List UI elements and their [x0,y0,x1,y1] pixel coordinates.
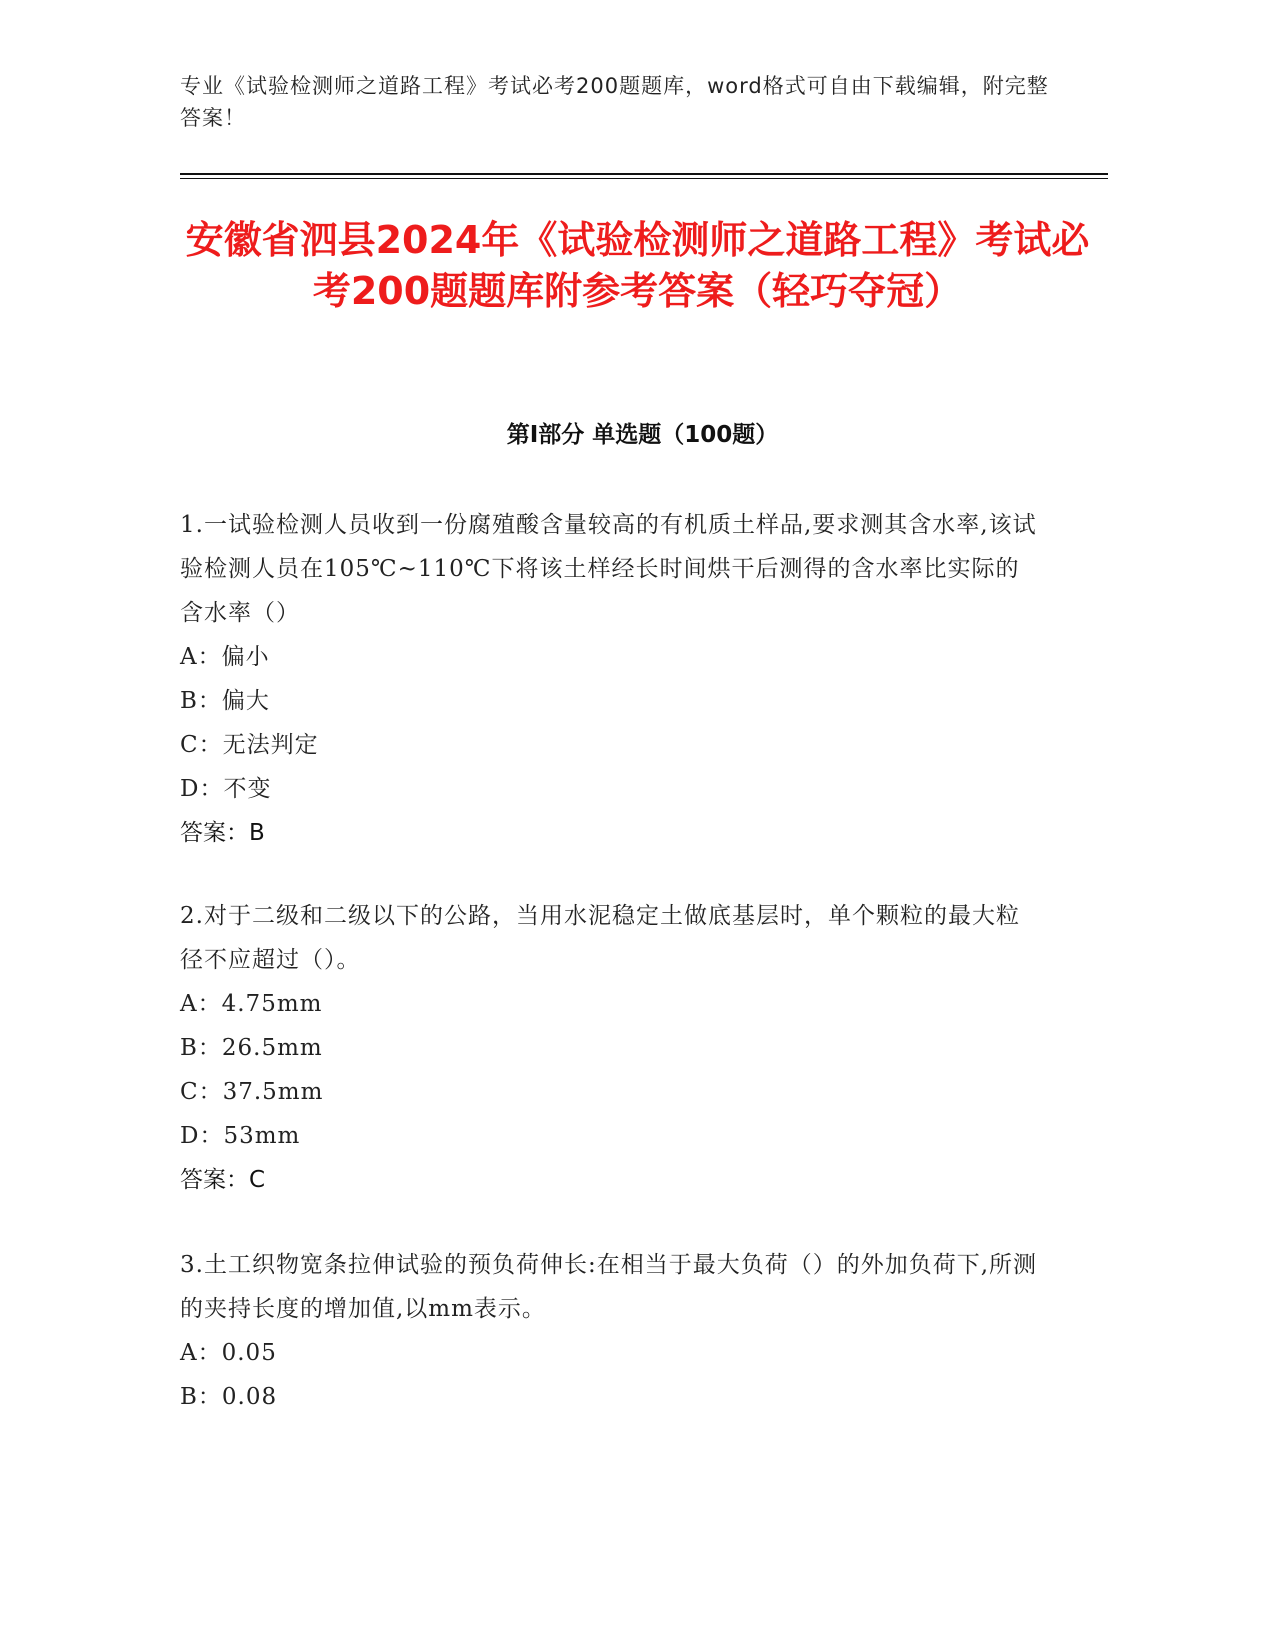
question-2 [180,894,1040,1202]
question-3 [180,1243,1040,1419]
document-title: 安徽省泗县2024年《试验检测师之道路工程》考试必考200题题库附参考答案（轻巧夺冠） [185,218,1090,313]
option-a: A：偏小 [180,644,270,670]
option-a: A：4.75mm [180,991,323,1017]
question-stem: 2.对于二级和二级以下的公路，当用水泥稳定土做底基层时，单个颗粒的最大粒径不应超过（）。 [180,903,1020,973]
option-b: B：0.08 [180,1384,278,1410]
option-c: C：无法判定 [180,732,319,758]
option-c: C：37.5mm [180,1079,324,1105]
header-note: 专业《试验检测师之道路工程》考试必考200题题库，word格式可自由下载编辑，附完整答案！ [180,74,1049,130]
header-rule-thick [180,173,1108,175]
section-heading: 第I部分 单选题（100题） [506,422,779,448]
question-stem: 1.一试验检测人员收到一份腐殖酸含量较高的有机质土样品,要求测其含水率,该试验检测人员在105℃~110℃下将该土样经长时间烘干后测得的含水率比实际的含水率（） [180,512,1037,626]
option-d: D：不变 [180,776,272,802]
option-d: D：53mm [180,1123,301,1149]
option-b: B：偏大 [180,688,270,714]
header-rule-thin [180,178,1108,179]
answer-label: 答案：C [180,1167,266,1193]
answer-label: 答案：B [180,820,265,846]
question-stem: 3.土工织物宽条拉伸试验的预负荷伸长:在相当于最大负荷（）的外加负荷下,所测的夹持长度的增加值,以mm表示。 [180,1252,1038,1322]
option-a: A：0.05 [180,1340,277,1366]
option-b: B：26.5mm [180,1035,323,1061]
question-1 [180,503,1040,855]
